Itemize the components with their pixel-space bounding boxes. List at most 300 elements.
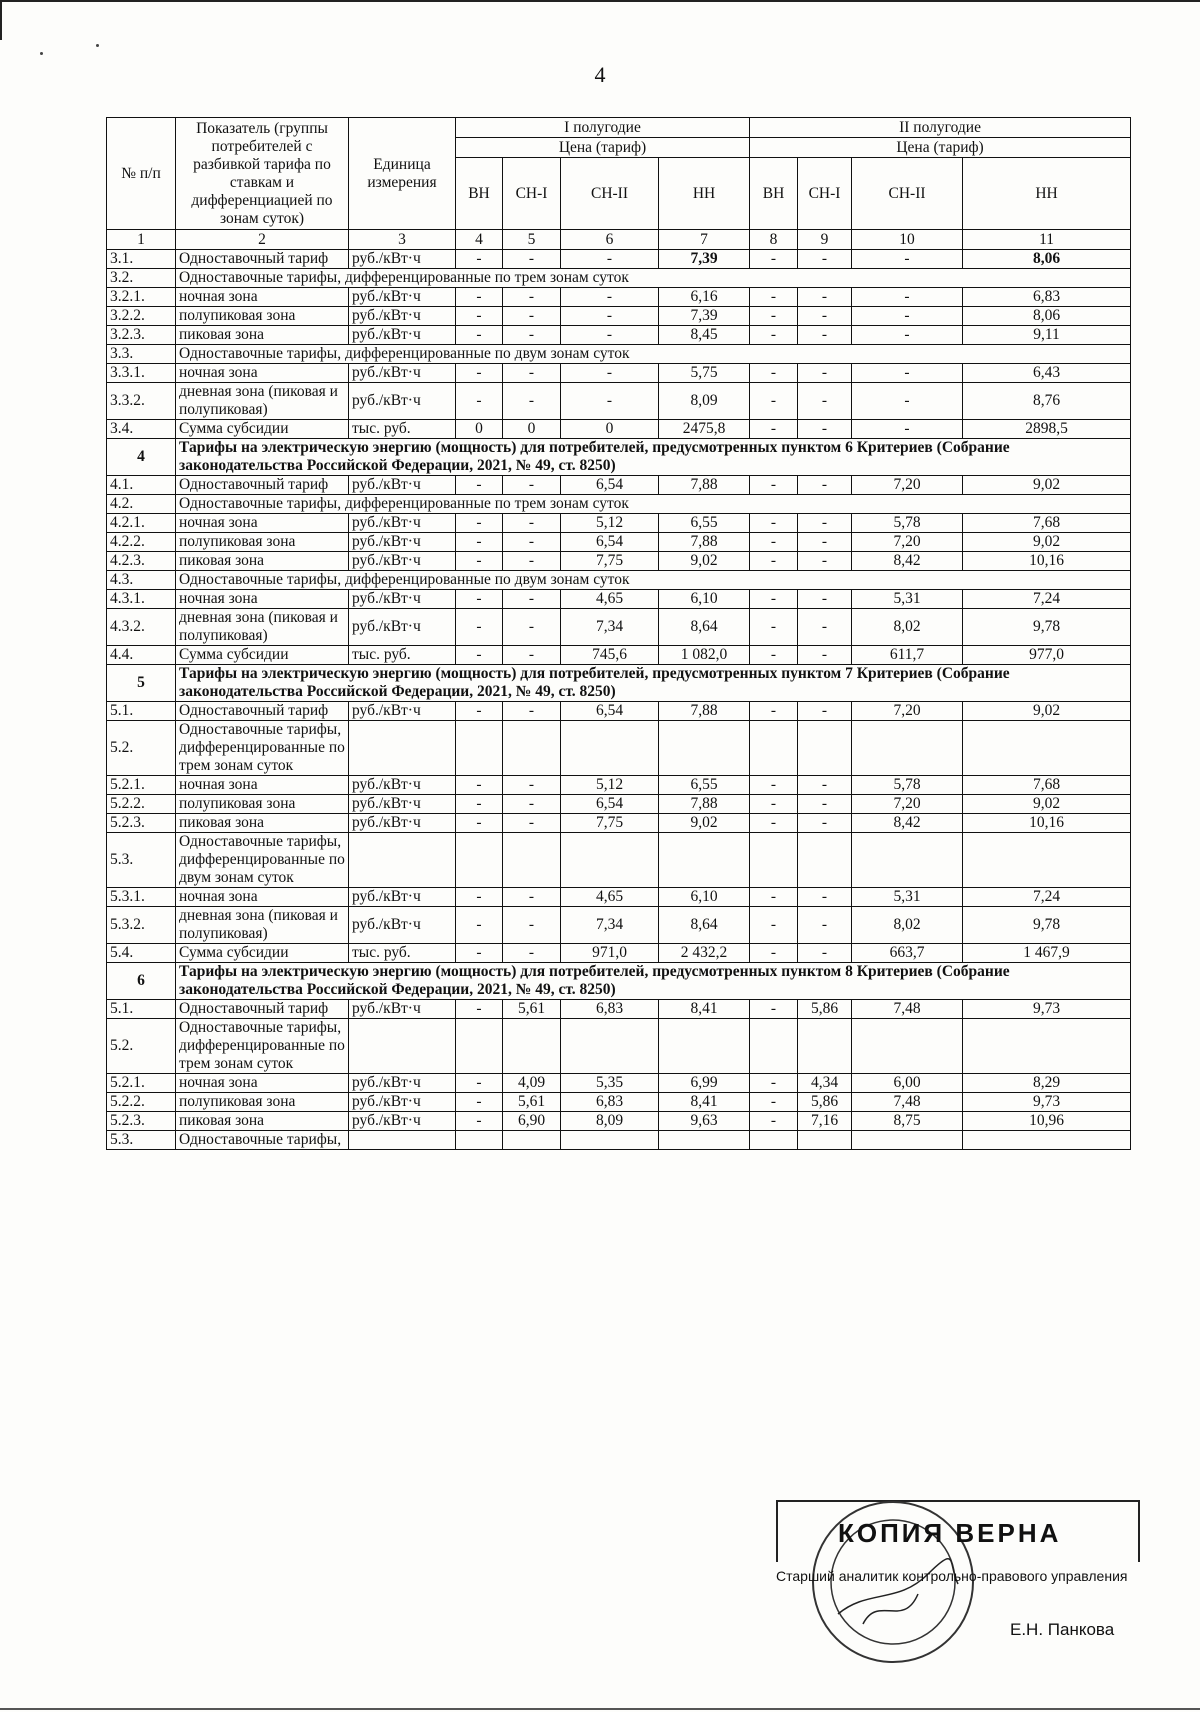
column-number: 6 — [561, 230, 659, 250]
row-number: 3.2. — [107, 269, 176, 288]
tariff-value: 5,86 — [798, 1093, 852, 1112]
scan-speck — [96, 44, 99, 47]
tariff-value: - — [456, 944, 503, 963]
tariff-value: 611,7 — [852, 646, 963, 665]
tariff-value: 4,09 — [503, 1074, 561, 1093]
row-unit: руб./кВт·ч — [349, 383, 456, 420]
tariff-value: 6,83 — [561, 1000, 659, 1019]
tariff-value: 7,88 — [659, 533, 750, 552]
tariff-value: - — [852, 250, 963, 269]
tariff-value — [852, 1131, 963, 1150]
tariff-value: 7,24 — [963, 590, 1131, 609]
header-nn-1: НН — [659, 158, 750, 230]
row-number: 5.2.1. — [107, 776, 176, 795]
tariff-value: - — [798, 609, 852, 646]
row-number: 4.2. — [107, 495, 176, 514]
row-unit: руб./кВт·ч — [349, 795, 456, 814]
tariff-value: 7,75 — [561, 814, 659, 833]
tariff-value: - — [750, 1000, 798, 1019]
row-number: 4.3. — [107, 571, 176, 590]
column-number: 10 — [852, 230, 963, 250]
tariff-value — [852, 833, 963, 888]
row-unit: руб./кВт·ч — [349, 476, 456, 495]
row-indicator: Одноставочный тариф — [176, 250, 349, 269]
row-indicator: ночная зона — [176, 888, 349, 907]
table-row — [107, 1074, 1131, 1093]
tariff-table-container — [106, 117, 1130, 1150]
tariff-value: - — [798, 514, 852, 533]
column-number-row — [107, 230, 1131, 250]
tariff-value: - — [561, 307, 659, 326]
tariff-value: - — [456, 1074, 503, 1093]
tariff-value: 663,7 — [852, 944, 963, 963]
table-row — [107, 495, 1131, 514]
tariff-table — [106, 117, 1131, 1150]
table-row — [107, 721, 1131, 776]
tariff-value: 0 — [561, 420, 659, 439]
tariff-value: 7,88 — [659, 476, 750, 495]
tariff-value: - — [456, 552, 503, 571]
section-number: 6 — [107, 963, 176, 1000]
tariff-value: 9,02 — [963, 795, 1131, 814]
tariff-value: 5,31 — [852, 888, 963, 907]
tariff-value: 6,54 — [561, 533, 659, 552]
tariff-value: 5,78 — [852, 514, 963, 533]
tariff-value: 9,02 — [963, 702, 1131, 721]
tariff-value: 2898,5 — [963, 420, 1131, 439]
row-unit: тыс. руб. — [349, 420, 456, 439]
table-row — [107, 288, 1131, 307]
header-sn2-1: СН-II — [561, 158, 659, 230]
tariff-value: 8,02 — [852, 609, 963, 646]
tariff-value: 9,78 — [963, 907, 1131, 944]
header-price-1: Цена (тариф) — [456, 138, 750, 158]
tariff-value: 5,61 — [503, 1093, 561, 1112]
table-row — [107, 250, 1131, 269]
tariff-value: - — [798, 776, 852, 795]
row-number: 5.2.3. — [107, 1112, 176, 1131]
row-number: 5.2.2. — [107, 795, 176, 814]
tariff-value: - — [456, 590, 503, 609]
tariff-value: - — [503, 476, 561, 495]
tariff-value: - — [456, 1112, 503, 1131]
stamp-title: КОПИЯ ВЕРНА — [838, 1518, 1062, 1548]
table-row — [107, 907, 1131, 944]
tariff-value: - — [503, 795, 561, 814]
tariff-value — [750, 1131, 798, 1150]
tariff-value: - — [503, 288, 561, 307]
tariff-value — [503, 1019, 561, 1074]
tariff-value: 5,35 — [561, 1074, 659, 1093]
tariff-value: 2475,8 — [659, 420, 750, 439]
tariff-value: 6,54 — [561, 702, 659, 721]
row-unit: руб./кВт·ч — [349, 702, 456, 721]
tariff-value: 1 082,0 — [659, 646, 750, 665]
tariff-value: 6,55 — [659, 776, 750, 795]
tariff-value: - — [456, 609, 503, 646]
header-half-2: II полугодие — [750, 118, 1131, 138]
section-title: Тарифы на электрическую энергию (мощность) для потребителей, предусмотренных пунктом 6 Критериев (Собрание законодательства Российской Федерации, 2021, № 49, ст. 8250) — [176, 439, 1131, 476]
row-unit: руб./кВт·ч — [349, 514, 456, 533]
tariff-value: - — [750, 609, 798, 646]
tariff-value: - — [798, 646, 852, 665]
row-number: 3.3. — [107, 345, 176, 364]
tariff-value: - — [456, 1000, 503, 1019]
tariff-value: - — [456, 514, 503, 533]
row-number: 5.3. — [107, 833, 176, 888]
row-indicator: Сумма субсидии — [176, 420, 349, 439]
row-indicator: полупиковая зона — [176, 307, 349, 326]
tariff-value: - — [456, 888, 503, 907]
tariff-value: - — [456, 533, 503, 552]
row-indicator: полупиковая зона — [176, 795, 349, 814]
row-number: 3.2.2. — [107, 307, 176, 326]
row-indicator: Одноставочные тарифы, дифференцированные по трем зонам суток — [176, 721, 349, 776]
tariff-value: - — [750, 590, 798, 609]
stamp-signer-name: Е.Н. Панкова — [1010, 1620, 1115, 1639]
tariff-value: 8,41 — [659, 1000, 750, 1019]
column-number: 9 — [798, 230, 852, 250]
table-row — [107, 326, 1131, 345]
row-unit: руб./кВт·ч — [349, 907, 456, 944]
row-unit — [349, 721, 456, 776]
tariff-value: - — [456, 364, 503, 383]
tariff-value: - — [456, 646, 503, 665]
tariff-value: 7,20 — [852, 795, 963, 814]
tariff-value: - — [798, 307, 852, 326]
tariff-value: 7,34 — [561, 609, 659, 646]
tariff-value: - — [750, 326, 798, 345]
tariff-value: - — [852, 420, 963, 439]
tariff-value: - — [503, 609, 561, 646]
signature-stroke — [838, 1559, 958, 1614]
tariff-value: 8,09 — [561, 1112, 659, 1131]
tariff-value: - — [852, 307, 963, 326]
tariff-value: - — [750, 944, 798, 963]
tariff-value: - — [456, 1093, 503, 1112]
tariff-value: - — [798, 383, 852, 420]
row-number: 5.4. — [107, 944, 176, 963]
tariff-value: - — [503, 552, 561, 571]
tariff-value: 7,68 — [963, 514, 1131, 533]
tariff-value: - — [503, 907, 561, 944]
header-unit: Единица измерения — [349, 118, 456, 230]
tariff-value: 7,16 — [798, 1112, 852, 1131]
tariff-value: 6,00 — [852, 1074, 963, 1093]
tariff-value: - — [852, 326, 963, 345]
row-number: 5.2.2. — [107, 1093, 176, 1112]
row-number: 3.2.3. — [107, 326, 176, 345]
scan-bottom-border — [0, 1708, 1200, 1710]
table-row — [107, 1019, 1131, 1074]
table-row — [107, 888, 1131, 907]
tariff-value — [963, 721, 1131, 776]
row-indicator: дневная зона (пиковая и полупиковая) — [176, 609, 349, 646]
row-unit: руб./кВт·ч — [349, 552, 456, 571]
row-indicator: пиковая зона — [176, 326, 349, 345]
tariff-value: - — [798, 552, 852, 571]
tariff-value — [659, 1131, 750, 1150]
tariff-value: - — [456, 776, 503, 795]
tariff-value: - — [750, 288, 798, 307]
tariff-value: 7,34 — [561, 907, 659, 944]
column-number: 2 — [176, 230, 349, 250]
row-number: 5.2.3. — [107, 814, 176, 833]
tariff-value: 5,12 — [561, 514, 659, 533]
tariff-value: - — [798, 364, 852, 383]
row-unit: руб./кВт·ч — [349, 814, 456, 833]
tariff-value: 8,02 — [852, 907, 963, 944]
table-row — [107, 307, 1131, 326]
row-indicator: дневная зона (пиковая и полупиковая) — [176, 383, 349, 420]
row-indicator: пиковая зона — [176, 814, 349, 833]
scan-left-border — [0, 0, 2, 40]
tariff-value: - — [750, 1074, 798, 1093]
table-row — [107, 833, 1131, 888]
tariff-value: 7,39 — [659, 250, 750, 269]
table-row — [107, 571, 1131, 590]
tariff-value: - — [798, 533, 852, 552]
row-number: 4.4. — [107, 646, 176, 665]
tariff-value: 9,02 — [963, 476, 1131, 495]
row-number: 3.3.2. — [107, 383, 176, 420]
tariff-value: - — [798, 288, 852, 307]
tariff-value: 4,34 — [798, 1074, 852, 1093]
row-unit: тыс. руб. — [349, 646, 456, 665]
table-row — [107, 383, 1131, 420]
tariff-value: 7,75 — [561, 552, 659, 571]
tariff-value: - — [456, 250, 503, 269]
tariff-value: 977,0 — [963, 646, 1131, 665]
tariff-value: - — [503, 533, 561, 552]
tariff-value: - — [503, 646, 561, 665]
tariff-value — [798, 1019, 852, 1074]
tariff-value: - — [750, 814, 798, 833]
table-row — [107, 364, 1131, 383]
subsection-title: Одноставочные тарифы, дифференцированные по двум зонам суток — [176, 345, 1131, 364]
tariff-value: 8,06 — [963, 307, 1131, 326]
row-unit: руб./кВт·ч — [349, 307, 456, 326]
tariff-value: - — [503, 326, 561, 345]
subsection-title: Одноставочные тарифы, дифференцированные по трем зонам суток — [176, 269, 1131, 288]
row-number: 5.1. — [107, 1000, 176, 1019]
tariff-value: 4,65 — [561, 590, 659, 609]
row-unit: руб./кВт·ч — [349, 1093, 456, 1112]
tariff-value: 10,16 — [963, 552, 1131, 571]
row-indicator: Одноставочные тарифы, дифференцированные по двум зонам суток — [176, 833, 349, 888]
tariff-value: 9,11 — [963, 326, 1131, 345]
scan-speck — [40, 52, 43, 55]
tariff-value: 7,20 — [852, 702, 963, 721]
tariff-value: - — [750, 1093, 798, 1112]
row-unit — [349, 833, 456, 888]
tariff-value: - — [852, 288, 963, 307]
tariff-value: - — [750, 646, 798, 665]
column-number: 4 — [456, 230, 503, 250]
tariff-value: 0 — [503, 420, 561, 439]
tariff-value: 745,6 — [561, 646, 659, 665]
tariff-value: - — [456, 288, 503, 307]
tariff-value: 5,75 — [659, 364, 750, 383]
table-row — [107, 552, 1131, 571]
tariff-value: - — [798, 702, 852, 721]
tariff-value: - — [798, 420, 852, 439]
tariff-value: 6,99 — [659, 1074, 750, 1093]
tariff-value: - — [750, 533, 798, 552]
tariff-value — [561, 1131, 659, 1150]
row-unit: руб./кВт·ч — [349, 533, 456, 552]
row-indicator: ночная зона — [176, 364, 349, 383]
tariff-value: - — [503, 590, 561, 609]
tariff-value: 9,73 — [963, 1093, 1131, 1112]
tariff-value: 7,48 — [852, 1093, 963, 1112]
tariff-value: - — [503, 944, 561, 963]
header-indicator: Показатель (группы потребителей с разбивкой тарифа по ставкам и дифференциацией по зонам суток) — [176, 118, 349, 230]
tariff-value: 8,64 — [659, 907, 750, 944]
tariff-value — [750, 721, 798, 776]
tariff-value: - — [503, 514, 561, 533]
table-row — [107, 665, 1131, 702]
table-row — [107, 795, 1131, 814]
table-row — [107, 646, 1131, 665]
tariff-value: 6,10 — [659, 590, 750, 609]
tariff-value: 9,63 — [659, 1112, 750, 1131]
table-row — [107, 944, 1131, 963]
row-number: 3.1. — [107, 250, 176, 269]
row-number: 4.1. — [107, 476, 176, 495]
row-indicator: Одноставочный тариф — [176, 476, 349, 495]
tariff-value: - — [456, 702, 503, 721]
row-indicator: полупиковая зона — [176, 533, 349, 552]
tariff-value: - — [750, 420, 798, 439]
row-indicator: Одноставочный тариф — [176, 702, 349, 721]
tariff-value: - — [798, 250, 852, 269]
tariff-value — [659, 721, 750, 776]
table-row — [107, 476, 1131, 495]
tariff-value — [963, 833, 1131, 888]
row-number: 5.1. — [107, 702, 176, 721]
tariff-value — [963, 1131, 1131, 1150]
row-unit: руб./кВт·ч — [349, 1000, 456, 1019]
tariff-value: - — [503, 702, 561, 721]
header-half-1: I полугодие — [456, 118, 750, 138]
table-row — [107, 814, 1131, 833]
tariff-value: 7,88 — [659, 795, 750, 814]
tariff-value: - — [798, 476, 852, 495]
section-title: Тарифы на электрическую энергию (мощность) для потребителей, предусмотренных пунктом 7 Критериев (Собрание законодательства Российской Федерации, 2021, № 49, ст. 8250) — [176, 665, 1131, 702]
tariff-value: - — [561, 250, 659, 269]
header-price-2: Цена (тариф) — [750, 138, 1131, 158]
row-number: 4.2.3. — [107, 552, 176, 571]
row-number: 4.3.1. — [107, 590, 176, 609]
tariff-value: - — [798, 907, 852, 944]
row-unit: руб./кВт·ч — [349, 609, 456, 646]
tariff-value: 9,02 — [659, 552, 750, 571]
column-number: 11 — [963, 230, 1131, 250]
tariff-value: 7,39 — [659, 307, 750, 326]
column-number: 3 — [349, 230, 456, 250]
tariff-value: - — [750, 552, 798, 571]
tariff-value: 9,73 — [963, 1000, 1131, 1019]
row-unit: руб./кВт·ч — [349, 288, 456, 307]
tariff-value: 971,0 — [561, 944, 659, 963]
tariff-value: 6,90 — [503, 1112, 561, 1131]
tariff-value: 9,02 — [659, 814, 750, 833]
table-body — [107, 250, 1131, 1150]
tariff-value: 5,61 — [503, 1000, 561, 1019]
tariff-value — [659, 833, 750, 888]
tariff-value: 7,68 — [963, 776, 1131, 795]
section-number: 5 — [107, 665, 176, 702]
tariff-value: 10,96 — [963, 1112, 1131, 1131]
tariff-value: 2 432,2 — [659, 944, 750, 963]
tariff-value: - — [750, 250, 798, 269]
tariff-value: - — [503, 364, 561, 383]
section-number: 4 — [107, 439, 176, 476]
row-number: 4.2.2. — [107, 533, 176, 552]
table-row — [107, 514, 1131, 533]
tariff-value: - — [750, 795, 798, 814]
tariff-value: - — [750, 307, 798, 326]
page-number: 4 — [594, 62, 606, 87]
table-row — [107, 963, 1131, 1000]
row-indicator: пиковая зона — [176, 552, 349, 571]
tariff-value: - — [503, 888, 561, 907]
tariff-value: - — [456, 795, 503, 814]
row-indicator: ночная зона — [176, 776, 349, 795]
tariff-value: 6,83 — [963, 288, 1131, 307]
tariff-value: - — [503, 383, 561, 420]
row-number: 5.3. — [107, 1131, 176, 1150]
tariff-value: 6,55 — [659, 514, 750, 533]
row-indicator: ночная зона — [176, 288, 349, 307]
tariff-value: 7,48 — [852, 1000, 963, 1019]
tariff-value: - — [750, 888, 798, 907]
header-sn1-2: СН-I — [798, 158, 852, 230]
header-sn2-2: СН-II — [852, 158, 963, 230]
tariff-value: 8,45 — [659, 326, 750, 345]
table-row — [107, 1000, 1131, 1019]
row-unit: руб./кВт·ч — [349, 326, 456, 345]
tariff-value: 0 — [456, 420, 503, 439]
tariff-value: - — [798, 795, 852, 814]
table-row — [107, 702, 1131, 721]
subsection-title: Одноставочные тарифы, дифференцированные по двум зонам суток — [176, 571, 1131, 590]
row-unit — [349, 1019, 456, 1074]
tariff-value: - — [798, 814, 852, 833]
row-unit: руб./кВт·ч — [349, 1074, 456, 1093]
tariff-value: - — [503, 814, 561, 833]
tariff-value: - — [561, 383, 659, 420]
tariff-value: 8,75 — [852, 1112, 963, 1131]
tariff-value — [750, 833, 798, 888]
tariff-value: 9,78 — [963, 609, 1131, 646]
tariff-value — [456, 1019, 503, 1074]
tariff-value — [503, 721, 561, 776]
table-row — [107, 776, 1131, 795]
tariff-value: 8,76 — [963, 383, 1131, 420]
tariff-value: 8,06 — [963, 250, 1131, 269]
table-row — [107, 345, 1131, 364]
tariff-value — [852, 1019, 963, 1074]
row-indicator: Одноставочный тариф — [176, 1000, 349, 1019]
table-row — [107, 1131, 1131, 1150]
stamp-position: Старший аналитик контрольно-правового управления — [776, 1568, 1128, 1584]
tariff-value: 10,16 — [963, 814, 1131, 833]
tariff-value: - — [750, 776, 798, 795]
row-number: 3.3.1. — [107, 364, 176, 383]
tariff-value — [963, 1019, 1131, 1074]
